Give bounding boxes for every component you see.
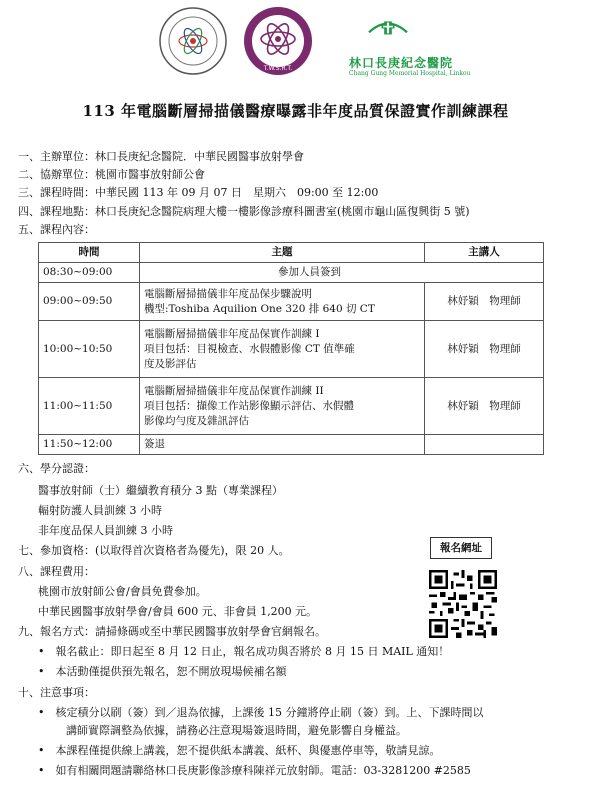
row-time: 09:00~09:50 (39, 283, 140, 321)
table-row (39, 321, 544, 378)
topic-line: 度及影評估 (144, 357, 197, 370)
row-speaker: 林妤穎 物理師 (425, 378, 544, 435)
row-time: 08:30~09:00 (39, 263, 140, 283)
credit-line: 輻射防護人員訓練 3 小時 (38, 504, 162, 517)
table-header: 時間 (39, 243, 140, 263)
note-bullet: • 如有相關問題請聯絡林口長庚影像診療科陳祥元放射師。電話：03-3281200 #2585 (38, 764, 471, 777)
registration-heading: 九、報名方式：請掃條碼或至中華民國醫事放射學會官網報名。 (18, 625, 326, 638)
table-header: 主題 (140, 243, 425, 263)
fee-line: 中華民國醫事放射學會/會員 600 元、非會員 1,200 元。 (38, 605, 318, 618)
note-continuation: 講師實際調整為依據，請務必注意現場簽退時間，避免影響自身權益。 (66, 724, 407, 737)
table-header-row (39, 243, 544, 263)
fees-heading: 八、課程費用： (18, 565, 95, 578)
hospital-name: 林口長庚紀念醫院 (349, 56, 454, 70)
topic-line: 項目包括：目視檢查、水假體影像 CT 值準確 (144, 342, 355, 355)
item-location: 四、課程地點：林口長庚紀念醫院病理大樓一樓影像診療科圖書室(桃園市龜山區復興街 5 號) (18, 205, 470, 218)
hospital-english-name: Chang Gung Memorial Hospital, Linkou (349, 70, 471, 77)
item-time: 三、課程時間：中華民國 113 年 09 月 07 日 星期六 09:00 至 12:00 (18, 186, 379, 199)
item-co-organizer: 二、協辦單位：桃園市醫事放射師公會 (18, 168, 205, 181)
row-time: 11:50~12:00 (39, 435, 140, 455)
bullet-text: 本課程僅提供線上講義，恕不提供紙本講義、紙杯、與優惠停車等，敬請見諒。 (55, 744, 441, 757)
table-row (39, 378, 544, 435)
bullet-text: 本活動僅提供預先報名，恕不開放現場候補名額 (55, 665, 287, 678)
credits-heading: 六、學分認證： (18, 462, 95, 475)
table-row (39, 435, 544, 455)
topic-line: 機型:Toshiba Aquilion One 320 排 640 切 CT (144, 302, 375, 315)
chang-gung-logo-icon (343, 16, 433, 54)
row-topic (140, 378, 425, 435)
row-speaker (425, 435, 544, 455)
schedule-table (38, 242, 544, 455)
credit-line: 非年度品保人員訓練 3 小時 (38, 524, 173, 537)
topic-line: 影像均勻度及雜訊評估 (144, 414, 249, 427)
qr-code-icon[interactable] (429, 570, 497, 638)
row-topic (140, 435, 425, 455)
row-topic (140, 321, 425, 378)
registration-url-label: 報名網址 (430, 537, 492, 559)
seal2-text: T.W.S.R.T. (263, 65, 293, 72)
registration-bullet: • 報名截止：即日起至 8 月 12 日止，報名成功與否將於 8 月 15 日 MAIL 通知！ (38, 645, 450, 658)
bullet-text: 如有相關問題請聯絡林口長庚影像診療科陳祥元放射師。電話：03-3281200 #2585 (55, 764, 471, 777)
bullet-text: 核定積分以刷（簽）到／退為依據，上課後 15 分鐘將停止刷（簽）到。上、下課時間以 (55, 706, 484, 719)
eligibility: 七、參加資格：(以取得首次資格者為優先)，限 20 人。 (18, 544, 290, 557)
bullet-text: 報名截止：即日起至 8 月 12 日止，報名成功與否將於 8 月 15 日 MAIL 通知！ (55, 645, 450, 658)
row-time: 10:00~10:50 (39, 321, 140, 378)
row-topic (140, 263, 544, 283)
topic-line: 項目包括：擷像工作站影像顯示評估、水假體 (144, 399, 354, 412)
topic-line: 參加人員簽到 (278, 266, 341, 278)
notes-heading: 十、注意事項： (18, 686, 95, 699)
row-speaker: 林妤穎 物理師 (425, 283, 544, 321)
topic-line: 電腦斷層掃描儀非年度品保實作訓練 I (144, 327, 320, 340)
row-time: 11:00~11:50 (39, 378, 140, 435)
item-content: 五、課程內容： (18, 223, 95, 236)
table-row (39, 263, 544, 283)
table-row (39, 283, 544, 321)
twsrt-seal-icon (243, 6, 313, 76)
note-bullet: • 本課程僅提供線上講義，恕不提供紙本講義、紙杯、與優惠停車等，敬請見諒。 (38, 744, 441, 757)
page-title: 113 年電腦斷層掃描儀醫療曝露非年度品質保證實作訓練課程 (82, 102, 509, 120)
topic-line: 電腦斷層掃描儀非年度品保步驟說明 (144, 287, 312, 300)
registration-bullet: • 本活動僅提供預先報名，恕不開放現場候補名額 (38, 665, 287, 678)
header-logos (0, 6, 591, 88)
item-organizer: 一、主辦單位：林口長庚紀念醫院．中華民國醫事放射學會 (18, 150, 304, 163)
association-seal-icon (158, 6, 228, 76)
topic-line: 簽退 (144, 438, 165, 450)
fee-line: 桃園市放射師公會/會員免費參加。 (38, 585, 207, 598)
topic-line: 電腦斷層掃描儀非年度品保實作訓練 II (144, 384, 324, 397)
row-topic (140, 283, 425, 321)
credit-line: 醫事放射師（士）繼續教育積分 3 點（專業課程） (38, 484, 283, 497)
row-speaker: 林妤穎 物理師 (425, 321, 544, 378)
table-header: 主講人 (425, 243, 544, 263)
note-bullet: • 核定積分以刷（簽）到／退為依據，上課後 15 分鐘將停止刷（簽）到。上、下課時間以 (38, 706, 484, 719)
